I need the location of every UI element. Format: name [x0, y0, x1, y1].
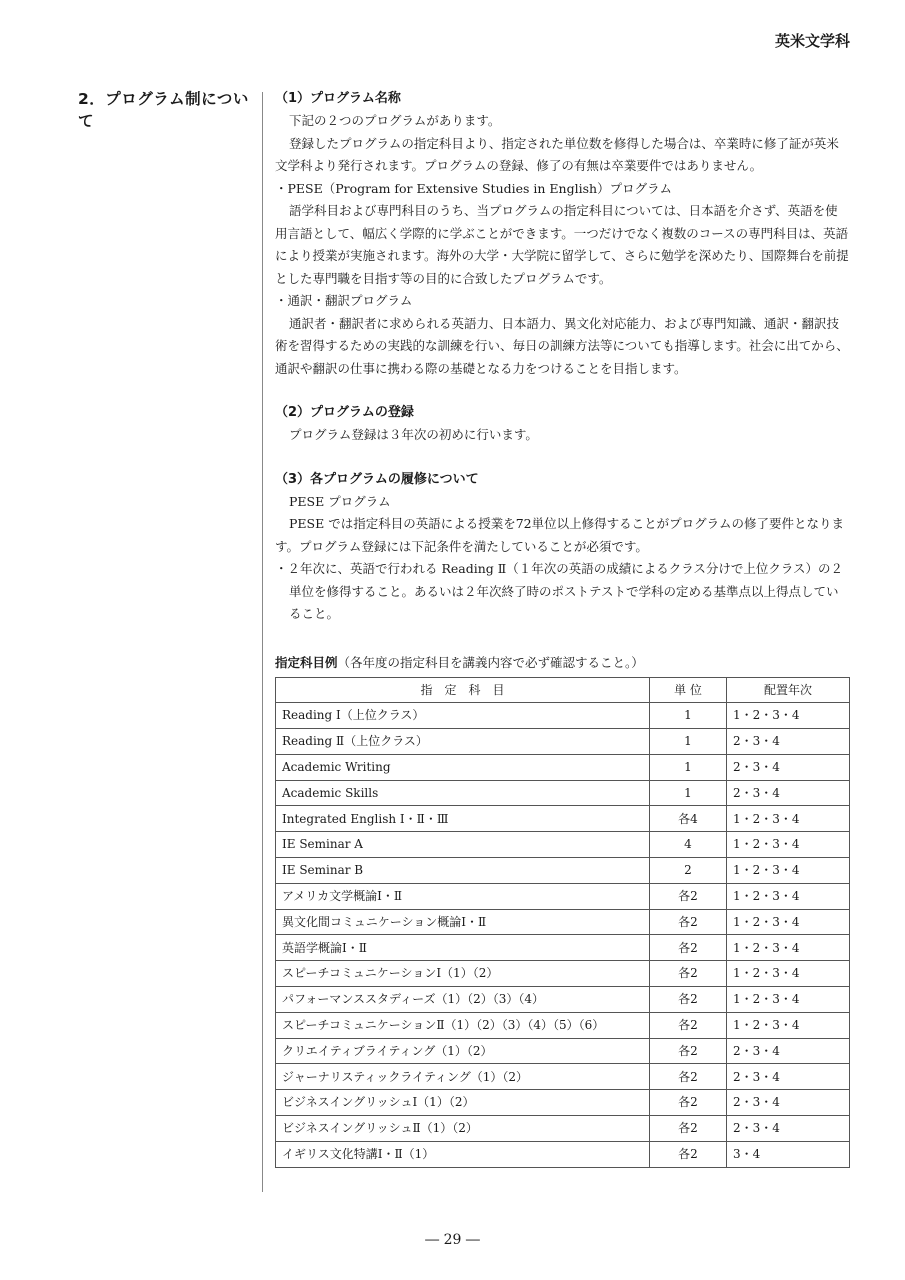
course-name: IE Seminar A: [276, 832, 650, 858]
course-units: 各2: [650, 961, 727, 987]
table-row: [276, 1090, 850, 1116]
course-units: 各2: [650, 1141, 727, 1167]
course-units: 1: [650, 780, 727, 806]
course-name: クリエイティブライティング（1）（2）: [276, 1038, 650, 1064]
course-name: イギリス文化特講Ⅰ・Ⅱ（1）: [276, 1141, 650, 1167]
course-units: 1: [650, 703, 727, 729]
course-units: 各2: [650, 883, 727, 909]
course-years: 1・2・3・4: [727, 858, 850, 884]
section-title: 2．プログラム制について: [78, 90, 249, 130]
subsection-heading-program-names: （1）プログラム名称: [275, 91, 401, 106]
table-caption-title: 指定科目例: [275, 654, 338, 670]
course-name: Academic Writing: [276, 754, 650, 780]
course-years: 2・3・4: [727, 1090, 850, 1116]
program-certificate-paragraph: 登録したプログラムの指定科目より、指定された単位数を修得した場合は、卒業時に修了証が英米文学科より発行されます。プログラムの登録、修了の有無は卒業要件ではありません。: [275, 135, 839, 173]
course-years: 1・2・3・4: [727, 883, 850, 909]
table-row: [276, 1012, 850, 1038]
table-caption: [275, 652, 850, 674]
course-name: 異文化間コミュニケーション概論Ⅰ・Ⅱ: [276, 909, 650, 935]
course-units: 各4: [650, 806, 727, 832]
section-divider: [262, 92, 263, 1192]
course-units: 4: [650, 832, 727, 858]
table-row: [276, 1141, 850, 1167]
course-name: IE Seminar B: [276, 858, 650, 884]
course-years: 1・2・3・4: [727, 961, 850, 987]
course-units: 1: [650, 754, 727, 780]
page-number: ― 29 ―: [425, 1232, 480, 1248]
course-name: Reading Ⅱ（上位クラス）: [276, 729, 650, 755]
course-units: 1: [650, 729, 727, 755]
table-row: [276, 832, 850, 858]
subsection-heading-coursework: （3）各プログラムの履修について: [275, 471, 479, 487]
course-name: パフォーマンススタディーズ（1）（2）（3）（4）: [276, 987, 650, 1013]
header-units: 単 位: [650, 677, 727, 703]
course-name: Reading Ⅰ（上位クラス）: [276, 703, 650, 729]
course-name: Integrated English Ⅰ・Ⅱ・Ⅲ: [276, 806, 650, 832]
table-row: [276, 1064, 850, 1090]
section-content: [275, 88, 850, 1168]
table-row: [276, 1038, 850, 1064]
pese-program-description: 語学科目および専門科目のうち、当プログラムの指定科目については、日本語を介さず、英語を使用言語として、幅広く学際的に学ぶことができます。一つだけでなく複数のコースの専門科目は、英語により授業が実施されます。海外の大学・大学院に留学して、さらに勉学を深めたり、国際舞台を前提とした専門職を目指す等の目的に合致したプログラムです。: [275, 203, 849, 286]
course-years: 1・2・3・4: [727, 703, 850, 729]
course-units: 2: [650, 858, 727, 884]
table-row: [276, 806, 850, 832]
course-name: ジャーナリスティックライティング（1）（2）: [276, 1064, 650, 1090]
pese-registration-condition: ・２年次に、英語で行われる Reading Ⅱ（１年次の英語の成績によるクラス分けで上位クラス）の２単位を修得すること。あるいは２年次終了時のポストテストで学科の定める基準点以上得点していること。: [275, 561, 844, 621]
course-units: 各2: [650, 1064, 727, 1090]
registration-text: プログラム登録は３年次の初めに行います。: [289, 427, 538, 442]
designated-courses-table: [275, 677, 850, 1168]
interpretation-program-description: 通訳者・翻訳者に求められる英語力、日本語力、異文化対応能力、および専門知識、通訳・翻訳技術を習得するための実践的な訓練を行い、毎日の訓練方法等についても指導します。社会に出てから、通訳や翻訳の仕事に携わる際の基礎となる力をつけることを目指します。: [275, 315, 849, 376]
table-header-row: [276, 677, 850, 703]
course-years: 2・3・4: [727, 754, 850, 780]
header-course: 指 定 科 目: [276, 677, 650, 703]
course-years: 2・3・4: [727, 780, 850, 806]
table-row: [276, 987, 850, 1013]
pese-requirement-paragraph: PESE では指定科目の英語による授業を72単位以上修得することがプログラムの修了要件となります。プログラム登録には下記条件を満たしていることが必須です。: [275, 516, 844, 554]
interpretation-program-title: ・通訳・翻訳プログラム: [275, 293, 413, 308]
pese-program-name: PESE プログラム: [289, 493, 391, 509]
course-years: 1・2・3・4: [727, 909, 850, 935]
course-years: 3・4: [727, 1141, 850, 1167]
course-units: 各2: [650, 987, 727, 1013]
table-row: [276, 780, 850, 806]
department-header: 英米文学科: [774, 32, 850, 50]
course-name: 英語学概論Ⅰ・Ⅱ: [276, 935, 650, 961]
course-name: スピーチコミュニケーションⅠ（1）（2）: [276, 961, 650, 987]
course-years: 2・3・4: [727, 1116, 850, 1142]
table-row: [276, 883, 850, 909]
course-units: 各2: [650, 1090, 727, 1116]
header-year: 配置年次: [727, 677, 850, 703]
course-name: スピーチコミュニケーションⅡ（1）（2）（3）（4）（5）（6）: [276, 1012, 650, 1038]
course-name: アメリカ文学概論Ⅰ・Ⅱ: [276, 883, 650, 909]
table-row: [276, 961, 850, 987]
course-units: 各2: [650, 1038, 727, 1064]
course-years: 2・3・4: [727, 729, 850, 755]
course-years: 1・2・3・4: [727, 1012, 850, 1038]
course-units: 各2: [650, 909, 727, 935]
course-years: 1・2・3・4: [727, 806, 850, 832]
table-row: [276, 703, 850, 729]
course-years: 1・2・3・4: [727, 832, 850, 858]
table-row: [276, 935, 850, 961]
course-years: 2・3・4: [727, 1038, 850, 1064]
table-row: [276, 1116, 850, 1142]
course-name: ビジネスイングリッシュⅠ（1）（2）: [276, 1090, 650, 1116]
course-units: 各2: [650, 935, 727, 961]
table-row: [276, 909, 850, 935]
course-units: 各2: [650, 1116, 727, 1142]
course-units: 各2: [650, 1012, 727, 1038]
table-row: [276, 858, 850, 884]
course-years: 1・2・3・4: [727, 987, 850, 1013]
pese-program-title: ・PESE（Program for Extensive Studies in English）プログラム: [275, 180, 672, 196]
course-years: 2・3・4: [727, 1064, 850, 1090]
table-caption-note: （各年度の指定科目を講義内容で必ず確認すること。）: [337, 654, 644, 670]
table-row: [276, 729, 850, 755]
program-intro: 下記の２つのプログラムがあります。: [289, 113, 501, 128]
subsection-heading-registration: （2）プログラムの登録: [275, 405, 414, 420]
table-row: [276, 754, 850, 780]
course-name: Academic Skills: [276, 780, 650, 806]
course-name: ビジネスイングリッシュⅡ（1）（2）: [276, 1116, 650, 1142]
course-years: 1・2・3・4: [727, 935, 850, 961]
